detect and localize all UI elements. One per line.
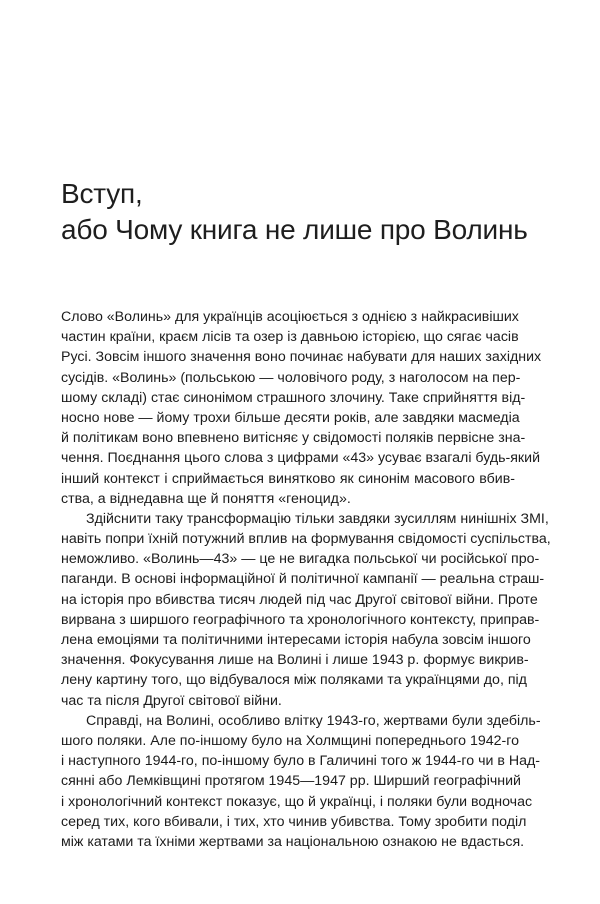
text-line: і наступного 1944-го, по-іншому було в Галичині того ж 1944-го чи в Над- [61,753,540,770]
text-line: і хронологічний контекст показує, що й українці, і поляки були водночас [61,793,533,810]
chapter-title-line-2: або Чому книга не лише про Волинь [61,214,528,245]
text-line: носно нове — йому трохи більше десяти років, але завдяки масмедіа [61,409,520,426]
text-line: вирвана з ширшого географічного та хронологічного контексту, приправ- [61,611,540,628]
text-line: Здійснити таку трансформацію тільки завдяки зусиллям нинішніх ЗМІ, [86,510,549,527]
text-line: чення. Поєднання цього слова з цифрами «43» усуває взагалі будь-який [61,450,540,467]
text-line: Слово «Волинь» для українців асоціюється з однією з найкрасивіших [61,309,519,325]
text-line: значення. Фокусування лише на Волині і лише 1943 р. формує викрив- [61,652,529,669]
paragraph-3 [61,711,541,852]
text-line: паганди. В основі інформаційної й політичної кампанії — реальна страш- [61,571,545,588]
chapter-body [61,307,551,852]
text-line: сусідів. «Волинь» (польською — чоловічого роду, з наголосом на пер- [61,369,521,386]
text-line: неможливо. «Волинь—43» — це не вигадка польської чи російської про- [61,551,540,568]
text-line: частин країни, краєм лісів та озер із давньою історією, що сягає часів [61,329,519,346]
text-line: навіть попри їхній потужний вплив на формування свідомості суспільства, [61,531,551,548]
text-line: й політикам воно впевнено витісняє у свідомості поляків первісне зна- [61,430,526,447]
text-line: шому складі) стає синонімом страшного злочину. Таке сприйняття від- [61,389,526,406]
text-line: Русі. Зовсім іншого значення воно починає набувати для наших західних [61,349,542,366]
text-line: між катами та їхніми жертвами за національною ознакою не вдасться. [61,833,525,850]
text-line: шого поляки. Але по-іншому було на Холмщині попереднього 1942-го [61,732,520,749]
text-line: час та після Другої світової війни. [61,692,282,709]
text-line: ства, а віднедавна ще й поняття «геноцид». [61,490,351,507]
text-line: серед тих, кого вбивали, і тих, хто чинив убивства. Тому зробити поділ [61,813,527,830]
chapter-title-line-1: Вступ, [61,178,143,209]
text-line: на історія про вбивства тисяч людей під час Другої світової війни. Проте [61,591,538,608]
text-line: інший контекст і сприймається винятково як синонім масового вбив- [61,470,515,487]
text-line: сянні або Лемківщині протягом 1945—1947 рр. Ширший географічний [61,773,521,790]
paragraph-1 [61,307,542,509]
text-line: лену картину того, що відбувалося між поляками та українцями до, під [61,672,527,689]
chapter-title [61,176,561,248]
text-line: Справді, на Волині, особливо влітку 1943-го, жертвами були здебіль- [86,712,541,729]
paragraph-2 [61,509,551,711]
text-line: лена емоціями та політичними інтересами історія набула зовсім іншого [61,632,531,648]
